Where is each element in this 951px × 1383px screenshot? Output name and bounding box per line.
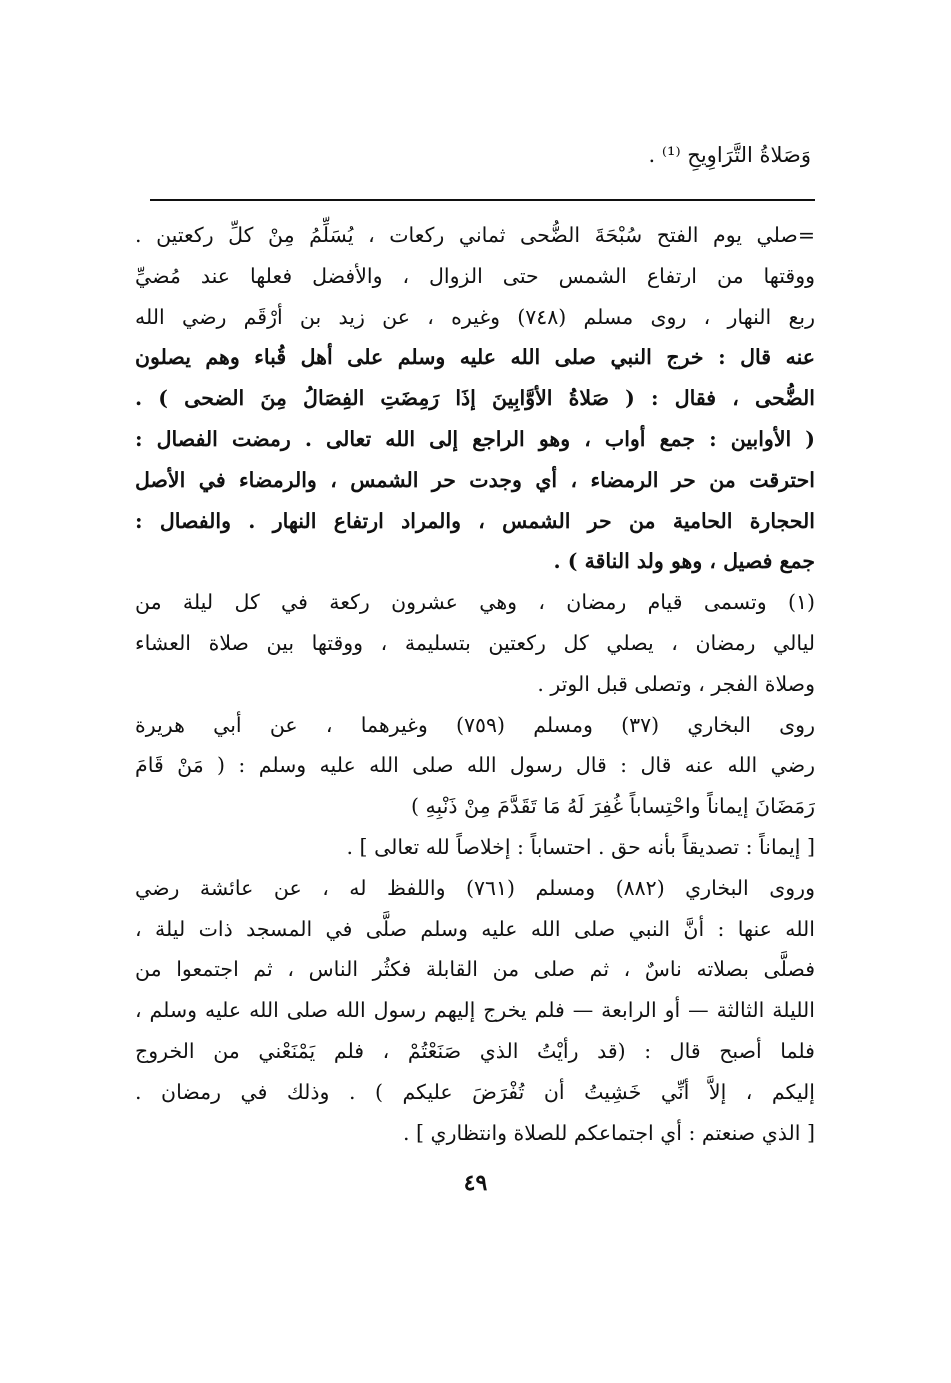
- page-number: ٤٩: [463, 1170, 488, 1196]
- footnote-line: الحجارة الحامية من حر الشمس ، والمراد ارتفاع النهار . والفصال :: [135, 508, 815, 533]
- footnote-line: جمع فصيل ، وهو ولد الناقة ) .: [553, 549, 815, 574]
- footnote-line: وروى البخاري (٨٨٢) ومسلم (٧٦١) واللفظ له ، عن عائشة رضي: [135, 875, 815, 900]
- footnote-line: =صلي يوم الفتح سُبْحَةَ الضُّحى ثماني ركعات ، يُسَلِّمُ مِنْ كلِّ ركعتين .: [135, 223, 815, 247]
- footnote-line: الضُّحى ، فقال : ( صَلاةُ الأوَّابِينَ إذَا رَمِضَتِ الفِصَالُ مِنَ الضحى ) .: [135, 386, 815, 411]
- footnote-line: ليالي رمضان ، يصلي كل ركعتين بتسليمة ، ووقتها بين صلاة العشاء: [135, 630, 815, 655]
- footnote-line: ( الأوابين : جمع أواب ، وهو الراجع إلى الله تعالى . رمضت الفصال :: [135, 426, 815, 451]
- main-text: وَصَلاةُ التَّرَاوِيحِ ⁽¹⁾ .: [648, 143, 811, 167]
- footnote-line: إليكم ، إلاَّ أنِّي خَشِيتُ أن تُفْرَضَ عليكم ) . وذلك في رمضان .: [135, 1079, 815, 1104]
- footnote-line: فلما أصبح قال : (قد رأيْتُ الذي صَنَعْتُمْ ، فلم يَمْنَعْني من الخروج: [135, 1038, 815, 1063]
- footnote-line: وصلاة الفجر ، وتصلى قبل الوتر .: [537, 671, 815, 696]
- footnote-line: رضي الله عنه قال : قال رسول الله صلى الله عليه وسلم : ( مَنْ قَامَ: [135, 753, 815, 778]
- footnote-line: الله عنها : أنَّ النبي صلى الله عليه وسلم صلَّى في المسجد ذات ليلة ،: [135, 916, 815, 941]
- footnote-line: (١) وتسمى قيام رمضان ، وهي عشرون ركعة في كل ليلة من: [135, 590, 815, 615]
- footnote-divider: [150, 199, 815, 201]
- footnote-line: [ إيماناً : تصديقاً بأنه حق . احتساباً : إخلاصاً لله تعالى ] .: [346, 834, 815, 859]
- footnote-line: فصلَّى بصلاته ناسٌ ، ثم صلى من القابلة فكثُر الناس ، ثم اجتمعوا من: [135, 957, 815, 982]
- footnote-line: ووقتها من ارتفاع الشمس حتى الزوال ، والأفضل فعلها عند مُضيِّ: [135, 263, 815, 288]
- footnote-line: الليلة الثالثة — أو الرابعة — فلم يخرج إليهم رسول الله صلى الله عليه وسلم ،: [135, 998, 815, 1023]
- footnote-line: ربع النهار ، روى مسلم (٧٤٨) وغيره ، عن زيد بن أرْقَم رضي الله: [135, 304, 815, 329]
- footnote-line: رَمَضَانَ إيماناً واحْتِساباً غُفِرَ لَهُ مَا تَقَدَّمَ مِنْ ذَنْبِهِ ): [411, 794, 815, 819]
- footnote-line: روى البخاري (٣٧) ومسلم (٧٥٩) وغيرهما ، عن أبي هريرة: [135, 712, 815, 737]
- footnote-line: عنه قال : خرج النبي صلى الله عليه وسلم على أهل قُباء وهم يصلون: [135, 345, 815, 370]
- footnotes: [135, 215, 815, 1153]
- footnote-line: احترقت من حر الرمضاء ، أي وجدت حر الشمس ، والرمضاء في الأصل: [135, 467, 815, 492]
- footnote-line: [ الذي صنعتم : أي اجتماعكم للصلاة وانتظاري ] .: [403, 1120, 815, 1145]
